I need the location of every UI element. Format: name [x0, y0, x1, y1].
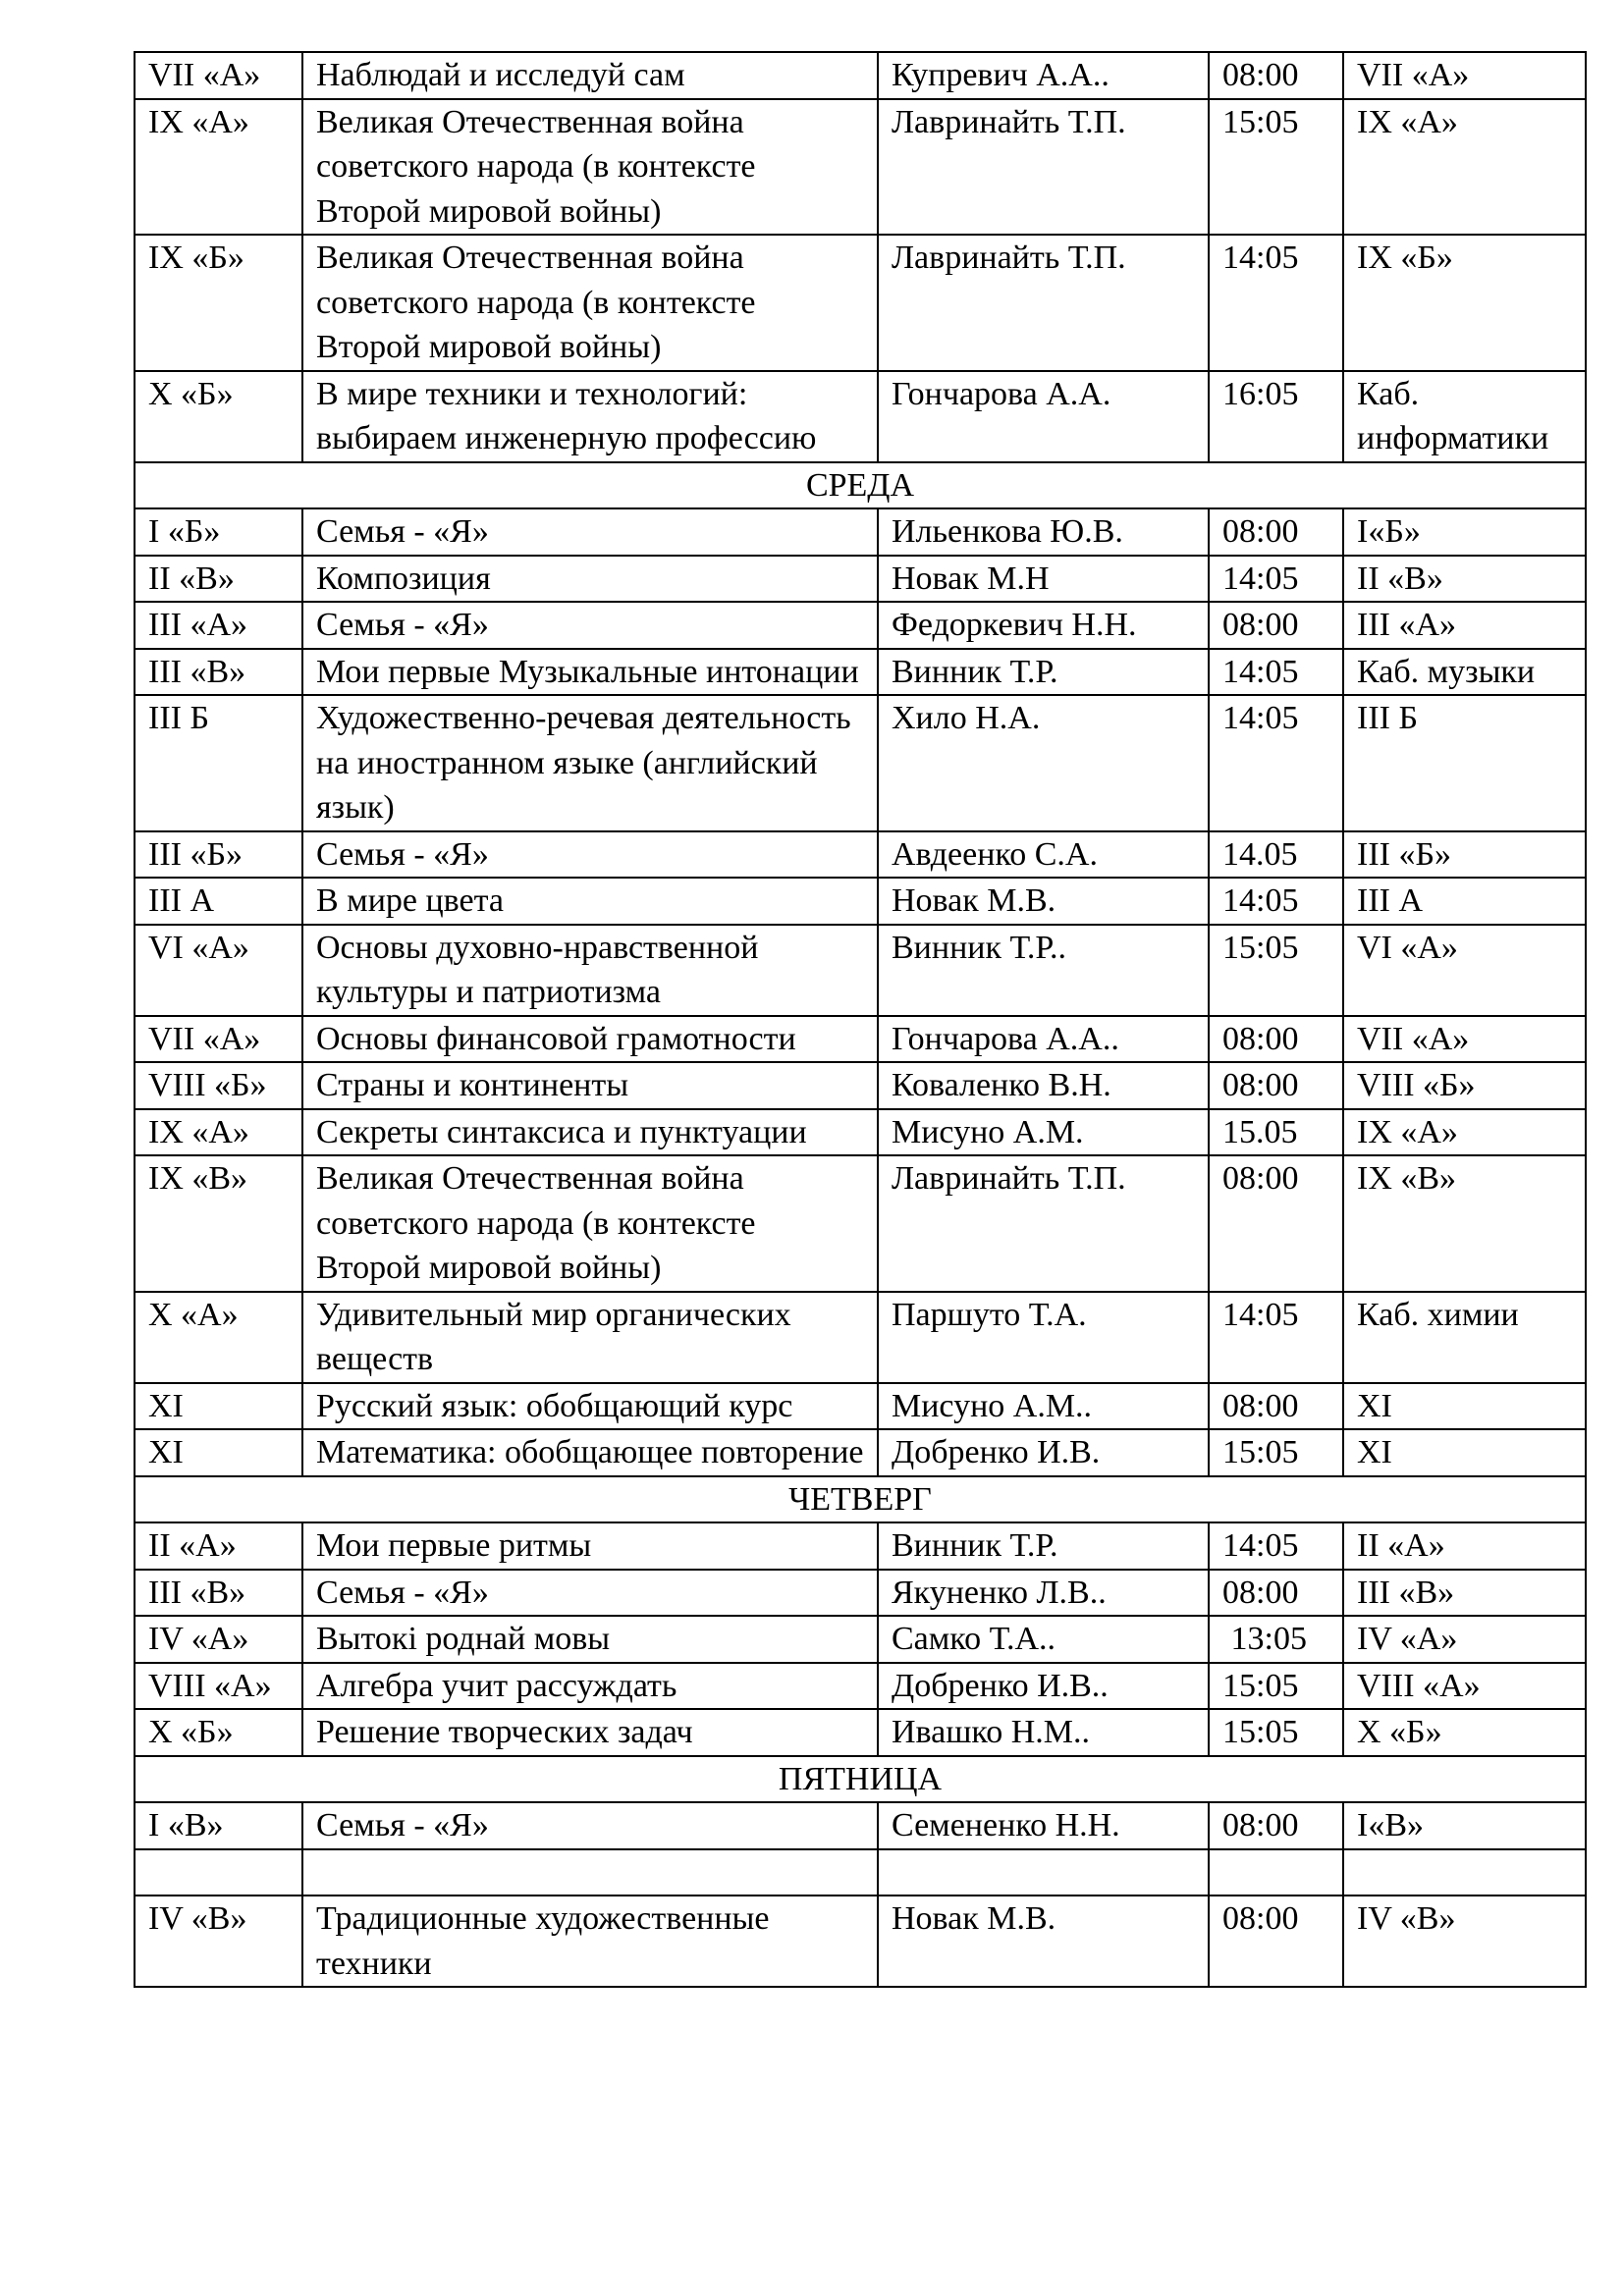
teacher-cell: Мисуно А.М..: [878, 1383, 1209, 1430]
class-cell: III «В»: [135, 649, 302, 696]
class-cell: IV «В»: [135, 1896, 302, 1987]
time-cell: 08:00: [1209, 52, 1343, 99]
teacher-cell: Коваленко В.Н.: [878, 1062, 1209, 1109]
time-cell: 08:00: [1209, 1062, 1343, 1109]
room-cell: IX «А»: [1343, 1109, 1586, 1156]
class-cell: IV «А»: [135, 1616, 302, 1663]
table-row: [135, 925, 1586, 1016]
time-cell: 08:00: [1209, 602, 1343, 649]
time-cell: 08:00: [1209, 1896, 1343, 1987]
time-cell: 15:05: [1209, 99, 1343, 236]
course-cell: Семья - «Я»: [302, 831, 878, 879]
course-cell: Русский язык: обобщающий курс: [302, 1383, 878, 1430]
day-header-row: [135, 462, 1586, 509]
table-row: [135, 556, 1586, 603]
course-cell: Семья - «Я»: [302, 1802, 878, 1849]
time-cell: 08:00: [1209, 1383, 1343, 1430]
time-cell: 15:05: [1209, 1663, 1343, 1710]
table-row: [135, 99, 1586, 236]
day-header: ПЯТНИЦА: [135, 1756, 1586, 1803]
time-cell: 08:00: [1209, 1155, 1343, 1292]
course-cell: Основы финансовой грамотности: [302, 1016, 878, 1063]
class-cell: III А: [135, 878, 302, 925]
teacher-cell: Новак М.Н: [878, 556, 1209, 603]
day-header: СРЕДА: [135, 462, 1586, 509]
room-cell: III А: [1343, 878, 1586, 925]
class-cell: I «Б»: [135, 508, 302, 556]
table-row: [135, 878, 1586, 925]
time-cell: 14:05: [1209, 649, 1343, 696]
course-cell: Вытокі роднай мовы: [302, 1616, 878, 1663]
time-cell: 13:05: [1209, 1616, 1343, 1663]
room-cell: VII «А»: [1343, 52, 1586, 99]
day-header-row: [135, 1756, 1586, 1803]
teacher-cell: Лавринайть Т.П.: [878, 235, 1209, 371]
empty-row: [135, 1849, 1586, 1896]
course-cell: В мире техники и технологий: выбираем инженерную профессию: [302, 371, 878, 462]
room-cell: II «А»: [1343, 1522, 1586, 1570]
table-row: [135, 1062, 1586, 1109]
course-cell: Наблюдай и исследуй сам: [302, 52, 878, 99]
teacher-cell: Гончарова А.А.: [878, 371, 1209, 462]
class-cell: VII «А»: [135, 1016, 302, 1063]
course-cell: Великая Отечественная война советского народа (в контексте Второй мировой войны): [302, 99, 878, 236]
course-cell: Секреты синтаксиса и пунктуации: [302, 1109, 878, 1156]
time-cell: 08:00: [1209, 508, 1343, 556]
class-cell: II «В»: [135, 556, 302, 603]
teacher-cell: Мисуно А.М.: [878, 1109, 1209, 1156]
room-cell: I«Б»: [1343, 508, 1586, 556]
teacher-cell: Добренко И.В.: [878, 1429, 1209, 1476]
time-cell: 14:05: [1209, 1292, 1343, 1383]
day-header: ЧЕТВЕРГ: [135, 1476, 1586, 1523]
course-cell: Удивительный мир органических веществ: [302, 1292, 878, 1383]
room-cell: IX «В»: [1343, 1155, 1586, 1292]
course-cell: Мои первые Музыкальные интонации: [302, 649, 878, 696]
empty-cell: [878, 1849, 1209, 1896]
time-cell: 15.05: [1209, 1109, 1343, 1156]
class-cell: III «Б»: [135, 831, 302, 879]
table-row: [135, 695, 1586, 831]
room-cell: III «А»: [1343, 602, 1586, 649]
time-cell: 15:05: [1209, 1429, 1343, 1476]
teacher-cell: Винник Т.Р.: [878, 649, 1209, 696]
teacher-cell: Ивашко Н.М..: [878, 1709, 1209, 1756]
table-row: [135, 1896, 1586, 1987]
table-row: [135, 1616, 1586, 1663]
class-cell: XI: [135, 1383, 302, 1430]
class-cell: X «Б»: [135, 1709, 302, 1756]
time-cell: 14.05: [1209, 831, 1343, 879]
room-cell: III «В»: [1343, 1570, 1586, 1617]
day-header-row: [135, 1476, 1586, 1523]
class-cell: VII «А»: [135, 52, 302, 99]
teacher-cell: Добренко И.В..: [878, 1663, 1209, 1710]
table-row: [135, 1383, 1586, 1430]
course-cell: Мои первые ритмы: [302, 1522, 878, 1570]
teacher-cell: Якуненко Л.В..: [878, 1570, 1209, 1617]
empty-cell: [1343, 1849, 1586, 1896]
table-row: [135, 1429, 1586, 1476]
teacher-cell: Семененко Н.Н.: [878, 1802, 1209, 1849]
time-cell: 15:05: [1209, 1709, 1343, 1756]
course-cell: Композиция: [302, 556, 878, 603]
class-cell: I «В»: [135, 1802, 302, 1849]
course-cell: Семья - «Я»: [302, 1570, 878, 1617]
table-row: [135, 602, 1586, 649]
course-cell: Семья - «Я»: [302, 602, 878, 649]
teacher-cell: Купревич А.А..: [878, 52, 1209, 99]
class-cell: IX «В»: [135, 1155, 302, 1292]
class-cell: IX «А»: [135, 99, 302, 236]
table-row: [135, 235, 1586, 371]
class-cell: XI: [135, 1429, 302, 1476]
empty-cell: [1209, 1849, 1343, 1896]
room-cell: Каб. информатики: [1343, 371, 1586, 462]
time-cell: 14:05: [1209, 556, 1343, 603]
teacher-cell: Паршуто Т.А.: [878, 1292, 1209, 1383]
teacher-cell: Винник Т.Р.: [878, 1522, 1209, 1570]
table-row: [135, 1292, 1586, 1383]
room-cell: VIII «Б»: [1343, 1062, 1586, 1109]
course-cell: В мире цвета: [302, 878, 878, 925]
teacher-cell: Авдеенко С.А.: [878, 831, 1209, 879]
course-cell: Традиционные художественные техники: [302, 1896, 878, 1987]
teacher-cell: Лавринайть Т.П.: [878, 1155, 1209, 1292]
table-row: [135, 1109, 1586, 1156]
table-row: [135, 649, 1586, 696]
room-cell: XI: [1343, 1383, 1586, 1430]
teacher-cell: Федоркевич Н.Н.: [878, 602, 1209, 649]
teacher-cell: Новак М.В.: [878, 878, 1209, 925]
course-cell: Алгебра учит рассуждать: [302, 1663, 878, 1710]
course-cell: Художественно-речевая деятельность на иностранном языке (английский язык): [302, 695, 878, 831]
class-cell: X «Б»: [135, 371, 302, 462]
class-cell: VIII «Б»: [135, 1062, 302, 1109]
table-row: [135, 1016, 1586, 1063]
course-cell: Математика: обобщающее повторение: [302, 1429, 878, 1476]
course-cell: Страны и континенты: [302, 1062, 878, 1109]
room-cell: IX «Б»: [1343, 235, 1586, 371]
course-cell: Великая Отечественная война советского народа (в контексте Второй мировой войны): [302, 235, 878, 371]
table-row: [135, 52, 1586, 99]
course-cell: Основы духовно-нравственной культуры и патриотизма: [302, 925, 878, 1016]
class-cell: II «А»: [135, 1522, 302, 1570]
class-cell: IX «Б»: [135, 235, 302, 371]
course-cell: Решение творческих задач: [302, 1709, 878, 1756]
empty-cell: [302, 1849, 878, 1896]
room-cell: VII «А»: [1343, 1016, 1586, 1063]
course-cell: Семья - «Я»: [302, 508, 878, 556]
teacher-cell: Ильенкова Ю.В.: [878, 508, 1209, 556]
class-cell: VIII «А»: [135, 1663, 302, 1710]
room-cell: IV «А»: [1343, 1616, 1586, 1663]
time-cell: 08:00: [1209, 1802, 1343, 1849]
class-cell: VI «А»: [135, 925, 302, 1016]
course-cell: Великая Отечественная война советского народа (в контексте Второй мировой войны): [302, 1155, 878, 1292]
room-cell: III «Б»: [1343, 831, 1586, 879]
class-cell: IX «А»: [135, 1109, 302, 1156]
room-cell: VI «А»: [1343, 925, 1586, 1016]
teacher-cell: Лавринайть Т.П.: [878, 99, 1209, 236]
table-row: [135, 831, 1586, 879]
teacher-cell: Винник Т.Р..: [878, 925, 1209, 1016]
table-row: [135, 1802, 1586, 1849]
time-cell: 14:05: [1209, 1522, 1343, 1570]
table-row: [135, 1522, 1586, 1570]
time-cell: 14:05: [1209, 878, 1343, 925]
time-cell: 08:00: [1209, 1570, 1343, 1617]
empty-cell: [135, 1849, 302, 1896]
room-cell: X «Б»: [1343, 1709, 1586, 1756]
teacher-cell: Хило Н.А.: [878, 695, 1209, 831]
teacher-cell: Новак М.В.: [878, 1896, 1209, 1987]
room-cell: VIII «А»: [1343, 1663, 1586, 1710]
room-cell: IX «А»: [1343, 99, 1586, 236]
class-cell: III «В»: [135, 1570, 302, 1617]
room-cell: II «В»: [1343, 556, 1586, 603]
table-row: [135, 371, 1586, 462]
time-cell: 14:05: [1209, 695, 1343, 831]
class-cell: X «А»: [135, 1292, 302, 1383]
table-row: [135, 1709, 1586, 1756]
class-cell: III Б: [135, 695, 302, 831]
room-cell: IV «В»: [1343, 1896, 1586, 1987]
time-cell: 08:00: [1209, 1016, 1343, 1063]
schedule-table: [134, 51, 1587, 1988]
time-cell: 14:05: [1209, 235, 1343, 371]
room-cell: III Б: [1343, 695, 1586, 831]
table-row: [135, 508, 1586, 556]
room-cell: Каб. музыки: [1343, 649, 1586, 696]
table-row: [135, 1570, 1586, 1617]
time-cell: 15:05: [1209, 925, 1343, 1016]
table-row: [135, 1663, 1586, 1710]
schedule-body: [135, 52, 1586, 1987]
time-cell: 16:05: [1209, 371, 1343, 462]
room-cell: XI: [1343, 1429, 1586, 1476]
room-cell: Каб. химии: [1343, 1292, 1586, 1383]
room-cell: I«В»: [1343, 1802, 1586, 1849]
teacher-cell: Гончарова А.А..: [878, 1016, 1209, 1063]
class-cell: III «А»: [135, 602, 302, 649]
teacher-cell: Самко Т.А..: [878, 1616, 1209, 1663]
table-row: [135, 1155, 1586, 1292]
